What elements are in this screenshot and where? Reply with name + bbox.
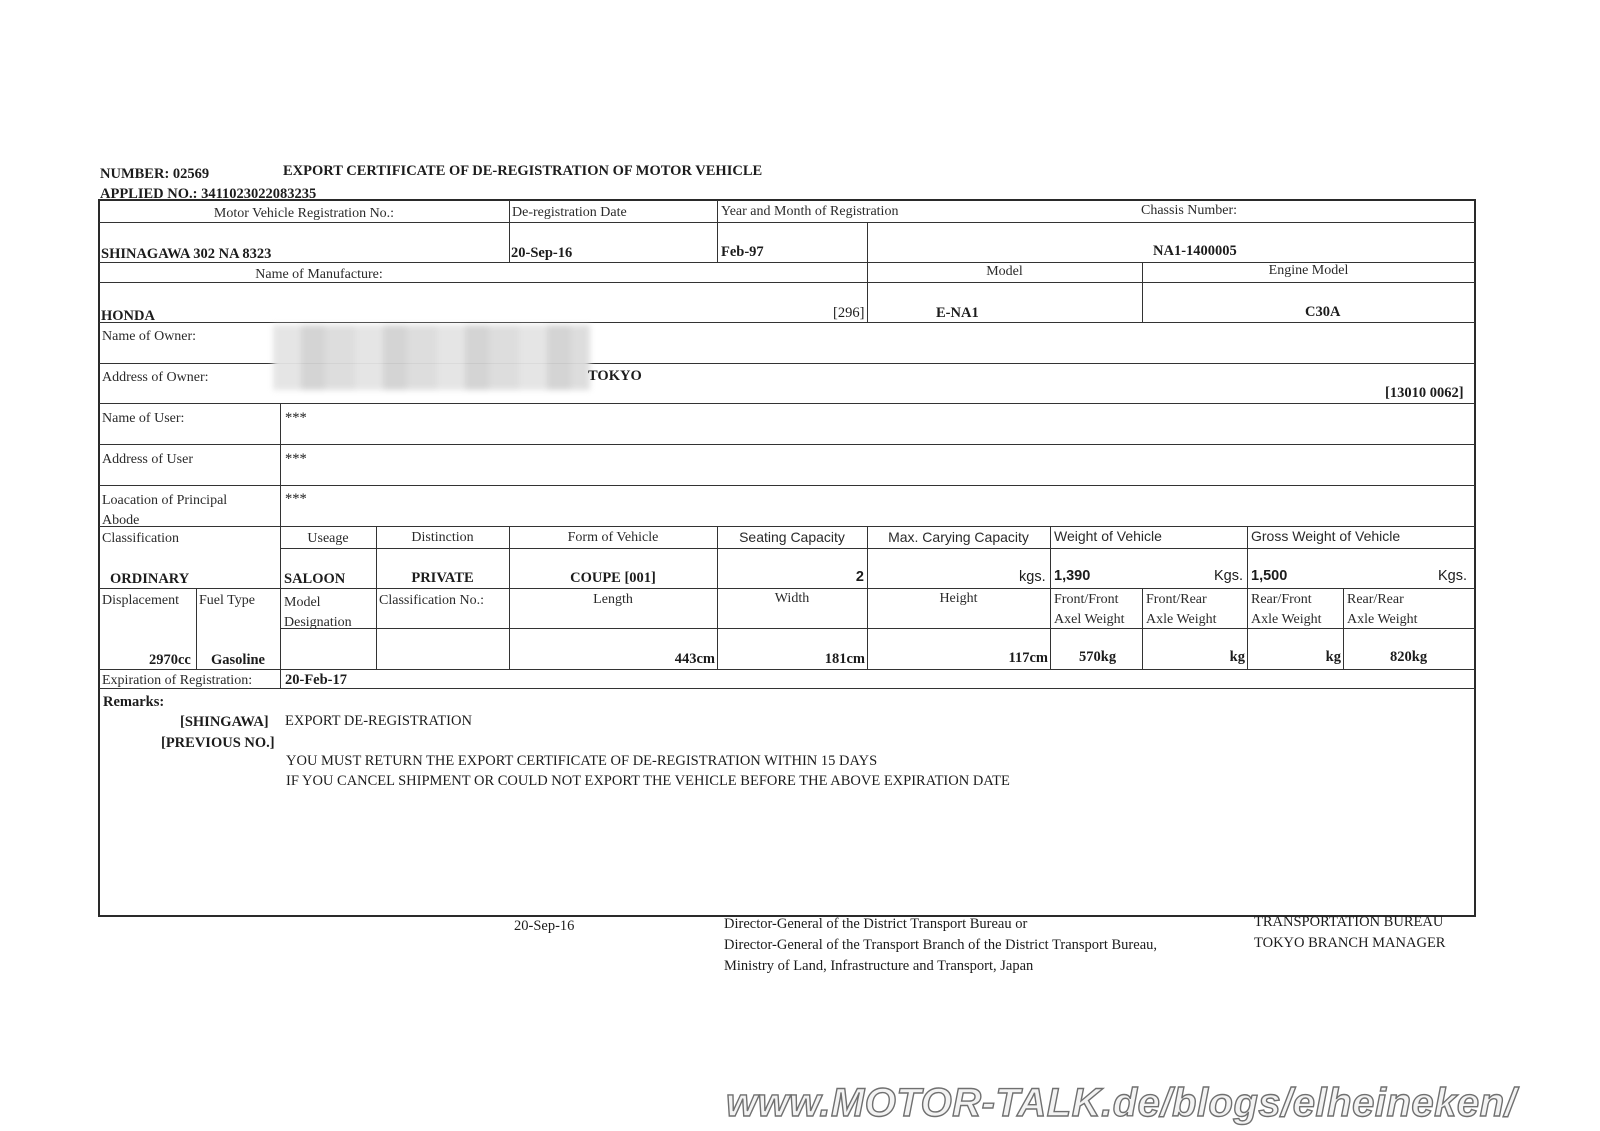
rule bbox=[99, 588, 1475, 589]
label-max-carrying-capacity: Max. Carying Capacity bbox=[888, 529, 1029, 545]
watermark: www.MOTOR-TALK.de/blogs/elheineken/ bbox=[726, 1081, 1517, 1125]
label-seating-capacity: Seating Capacity bbox=[739, 529, 845, 545]
value-owner-city: TOKYO bbox=[588, 368, 642, 384]
value-owner-code: [13010 0062] bbox=[1385, 385, 1464, 401]
label-remarks: Remarks: bbox=[103, 694, 165, 710]
value-engine-model: C30A bbox=[1305, 304, 1341, 320]
rule bbox=[99, 526, 1475, 527]
label-front-rear-axle: Front/Rear Axle Weight bbox=[1146, 592, 1217, 627]
value-height: 117cm bbox=[1008, 650, 1048, 666]
value-expiration: 20-Feb-17 bbox=[285, 672, 348, 688]
value-rear-rear-axle: 820kg bbox=[1390, 649, 1428, 665]
applied-number: APPLIED NO.: 341102302208323​5 bbox=[100, 186, 317, 202]
label-front-front-axle: Front/Front Axel Weight bbox=[1054, 592, 1125, 627]
remarks-previous-no: [PREVIOUS NO.] bbox=[161, 735, 275, 751]
value-year-month-registration: Feb-97 bbox=[721, 244, 764, 260]
rule bbox=[99, 669, 1475, 670]
value-deregistration-date: 20-Sep-16 bbox=[511, 245, 573, 261]
rule bbox=[99, 444, 1475, 445]
value-chassis-number: NA1-1400005 bbox=[1153, 243, 1237, 259]
value-gross-weight-unit: Kgs. bbox=[1438, 568, 1468, 584]
value-weight: 1,390 bbox=[1054, 568, 1091, 584]
value-principal-abode: *** bbox=[285, 491, 307, 507]
value-classification: ORDINARY bbox=[110, 571, 190, 587]
label-displacement: Displacement bbox=[102, 593, 179, 608]
label-form-of-vehicle: Form of Vehicle bbox=[567, 530, 659, 545]
value-manufacture: HONDA bbox=[101, 308, 155, 324]
value-front-rear-axle: kg bbox=[1229, 649, 1245, 665]
value-width: 181cm bbox=[824, 651, 865, 667]
remarks-line-1: YOU MUST RETURN THE EXPORT CERTIFICATE OF DE-REGISTRATION WITHIN 15 DAYS bbox=[286, 753, 878, 769]
label-engine-model: Engine Model bbox=[1268, 263, 1349, 278]
rule bbox=[1343, 588, 1344, 669]
rule bbox=[509, 200, 510, 263]
value-rear-front-axle: kg bbox=[1325, 649, 1341, 665]
value-user-address: *** bbox=[285, 451, 307, 467]
footer-bureau: TRANSPORTATION BUREAU TOKYO BRANCH MANAGER bbox=[1254, 914, 1446, 951]
rule bbox=[717, 200, 718, 263]
label-principal-abode: Loacation of Principal Abode bbox=[102, 493, 228, 528]
label-model-designation: Model Designation bbox=[284, 595, 352, 630]
value-fuel-type: Gasoline bbox=[211, 652, 265, 668]
footer-issuer: Director-General of the District Transport Bureau or Director-General of the Transport Branch of the District Transport Bureau, Ministry of Land, Infrastructure and Transport, Japan bbox=[724, 916, 1158, 974]
label-usage: Useage bbox=[307, 531, 349, 546]
rule bbox=[196, 588, 197, 669]
label-rear-front-axle: Rear/Front Axle Weight bbox=[1251, 592, 1322, 627]
label-manufacture: Name of Manufacture: bbox=[255, 267, 383, 282]
label-width: Width bbox=[774, 591, 810, 606]
value-usage: SALOON bbox=[284, 571, 346, 587]
value-registration-no: SHINAGAWA 302 NA 8323 bbox=[101, 246, 272, 262]
label-rear-rear-axle: Rear/Rear Axle Weight bbox=[1347, 592, 1418, 627]
label-chassis-number: Chassis Number: bbox=[1141, 203, 1238, 218]
label-fuel-type: Fuel Type bbox=[199, 593, 255, 608]
value-form-of-vehicle: COUPE [001] bbox=[570, 570, 656, 586]
rule bbox=[1050, 526, 1051, 669]
value-max-carrying-unit: kgs. bbox=[1019, 569, 1046, 585]
label-owner-name: Name of Owner: bbox=[102, 329, 197, 344]
label-length: Length bbox=[593, 592, 633, 607]
label-registration-no: Motor Vehicle Registration No.: bbox=[213, 206, 395, 221]
value-seating-capacity: 2 bbox=[855, 569, 864, 585]
label-height: Height bbox=[939, 591, 978, 606]
label-gross-weight: Gross Weight of Vehicle bbox=[1251, 528, 1401, 544]
footer-date: 20-Sep-16 bbox=[514, 918, 575, 934]
value-weight-unit: Kgs. bbox=[1214, 568, 1244, 584]
rule bbox=[99, 403, 1475, 404]
value-distinction: PRIVATE bbox=[411, 570, 474, 586]
value-gross-weight: 1,500 bbox=[1251, 568, 1288, 584]
rule bbox=[280, 548, 1475, 549]
label-year-month-registration: Year and Month of Registration bbox=[721, 204, 899, 219]
label-distinction: Distinction bbox=[411, 530, 474, 545]
label-user-name: Name of User: bbox=[102, 411, 185, 426]
rule bbox=[99, 485, 1475, 486]
rule bbox=[99, 322, 1475, 323]
value-model: E-NA1 bbox=[936, 305, 979, 321]
label-owner-address: Address of Owner: bbox=[102, 370, 209, 385]
certificate-table bbox=[98, 199, 1476, 917]
label-model: Model bbox=[986, 264, 1023, 279]
rule bbox=[376, 526, 377, 669]
certificate-number: NUMBER: 02569 bbox=[100, 166, 210, 182]
remarks-type: EXPORT DE-REGISTRATION bbox=[285, 713, 472, 729]
certificate-title: EXPORT CERTIFICATE OF DE-REGISTRATION OF MOTOR VEHICLE bbox=[283, 163, 763, 179]
value-user-name: *** bbox=[285, 410, 307, 426]
label-classification: Classification bbox=[102, 531, 179, 546]
rule bbox=[867, 282, 1475, 283]
value-manufacture-code: [296] bbox=[833, 305, 865, 321]
label-weight-of-vehicle: Weight of Vehicle bbox=[1054, 528, 1162, 544]
value-length: 443cm bbox=[674, 651, 715, 667]
rule bbox=[1247, 526, 1248, 669]
label-classification-no: Classification No.: bbox=[379, 593, 484, 608]
rule bbox=[99, 222, 1475, 223]
redacted-owner-info bbox=[273, 325, 590, 390]
remarks-line-2: IF YOU CANCEL SHIPMENT OR COULD NOT EXPORT THE VEHICLE BEFORE THE ABOVE EXPIRATION DATE bbox=[286, 773, 1010, 789]
value-displacement: 2970cc bbox=[149, 652, 191, 668]
label-user-address: Address of User bbox=[102, 452, 193, 467]
value-front-front-axle: 570kg bbox=[1079, 649, 1117, 665]
label-expiration: Expiration of Registration: bbox=[102, 673, 253, 688]
label-deregistration-date: De-registration Date bbox=[512, 205, 627, 220]
remarks-office: [SHINGAWA] bbox=[180, 714, 269, 730]
